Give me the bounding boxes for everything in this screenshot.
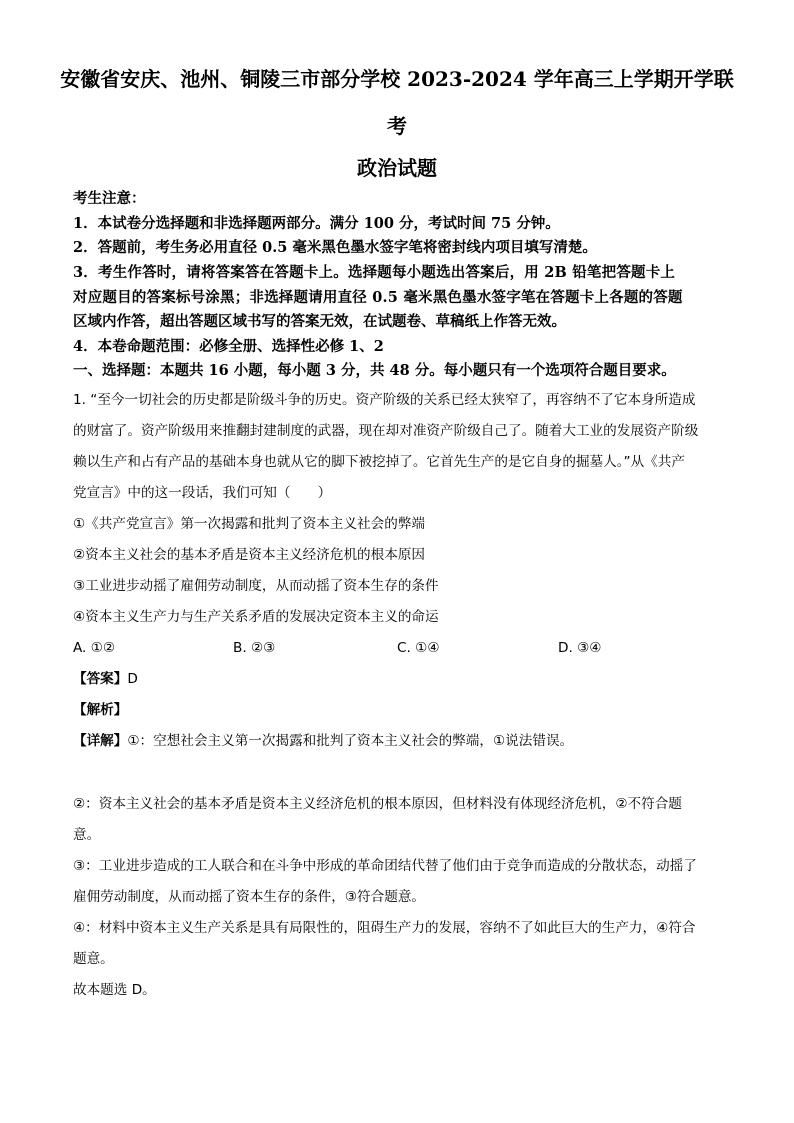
statement-1: ①《共产党宣言》第一次揭露和批判了资本主义社会的弊端 [73,516,426,532]
option-d: D. ③④ [558,640,602,656]
question-stem-line1: 1. “至今一切社会的历史都是阶级斗争的历史。资产阶级的关系已经太狭窄了，再容纳不了它本身所造成 [73,392,696,408]
notice-item-2: 2．答题前，考生务必用直径 0.5 毫米黑色墨水签字笔将密封线内项目填写清楚。 [73,239,597,256]
detail-line6: ④：材料中资本主义生产关系是具有局限性的，阻碍生产力的发展，容纳不了如此巨大的生产力，④符合 [73,920,696,936]
option-c: C. ①④ [397,640,440,656]
notice-item-3-line1: 3．考生作答时，请将答案答在答题卡上。选择题每小题选出答案后，用 2B 铅笔把答题卡上 [73,264,676,281]
subject-title: 政治试题 [357,156,437,180]
answer-value: D [127,671,138,687]
conclusion-line: 故本题选 D。 [73,982,156,998]
detail-line2: ②：资本主义社会的基本矛盾是资本主义经济危机的根本原因，但材料没有体现经济危机，②不符合题 [73,796,682,812]
section-heading: 一、选择题：本题共 16 小题，每小题 3 分，共 48 分。每小题只有一个选项符合题目要求。 [73,362,676,379]
notice-item-3-line2: 对应题目的答案标号涂黑；非选择题请用直径 0.5 毫米黑色墨水签字笔在答题卡上各题的答题 [73,289,683,306]
statement-3: ③工业进步动摇了雇佣劳动制度，从而动摇了资本生存的条件 [73,578,439,594]
answer-tag: 【答案】 [73,671,128,687]
detail-tag: 【详解】 [73,733,128,749]
question-stem-line4: 党宣言》中的这一段话，我们可知（ ） [73,485,332,501]
statement-4: ④资本主义生产力与生产关系矛盾的发展决定资本主义的命运 [73,609,439,625]
notice-item-4: 4．本卷命题范围：必修全册、选择性必修 1、2 [73,338,384,355]
option-b: B. ②③ [233,640,276,656]
notice-heading: 考生注意： [73,190,146,207]
detail-line7: 题意。 [73,951,114,967]
analysis-tag: 【解析】 [73,702,128,718]
notice-item-3-line3: 区域内作答，超出答题区域书写的答案无效，在试题卷、草稿纸上作答无效。 [73,313,566,330]
statement-2: ②资本主义社会的基本矛盾是资本主义经济危机的根本原因 [73,547,426,563]
exam-title: 安徽省安庆、池州、铜陵三市部分学校 2023-2024 学年高三上学期开学联 [60,67,734,91]
exam-title-continued: 考 [387,114,407,138]
answer-line [73,669,138,689]
detail-line1 [73,731,573,751]
option-a: A. ①② [73,640,116,656]
question-stem-line3: 赖以生产和占有产品的基础本身也就从它的脚下被挖掉了。它首先生产的是它自身的掘墓人。”从《共产 [73,454,685,470]
notice-item-1: 1．本试卷分选择题和非选择题两部分。满分 100 分，考试时间 75 分钟。 [73,215,560,232]
detail-line5: 雇佣劳动制度，从而动摇了资本生存的条件，③符合题意。 [73,889,426,905]
question-stem-line2: 的财富了。资产阶级用来推翻封建制度的武器，现在却对准资产阶级自己了。随着大工业的发展资产阶级 [73,423,699,439]
detail-line3: 意。 [73,827,101,843]
detail-text: ①：空想社会主义第一次揭露和批判了资本主义社会的弊端，①说法错误。 [127,733,574,749]
detail-line4: ③：工业进步造成的工人联合和在斗争中形成的革命团结代替了他们由于竞争而造成的分散状态，动摇了 [73,858,697,874]
